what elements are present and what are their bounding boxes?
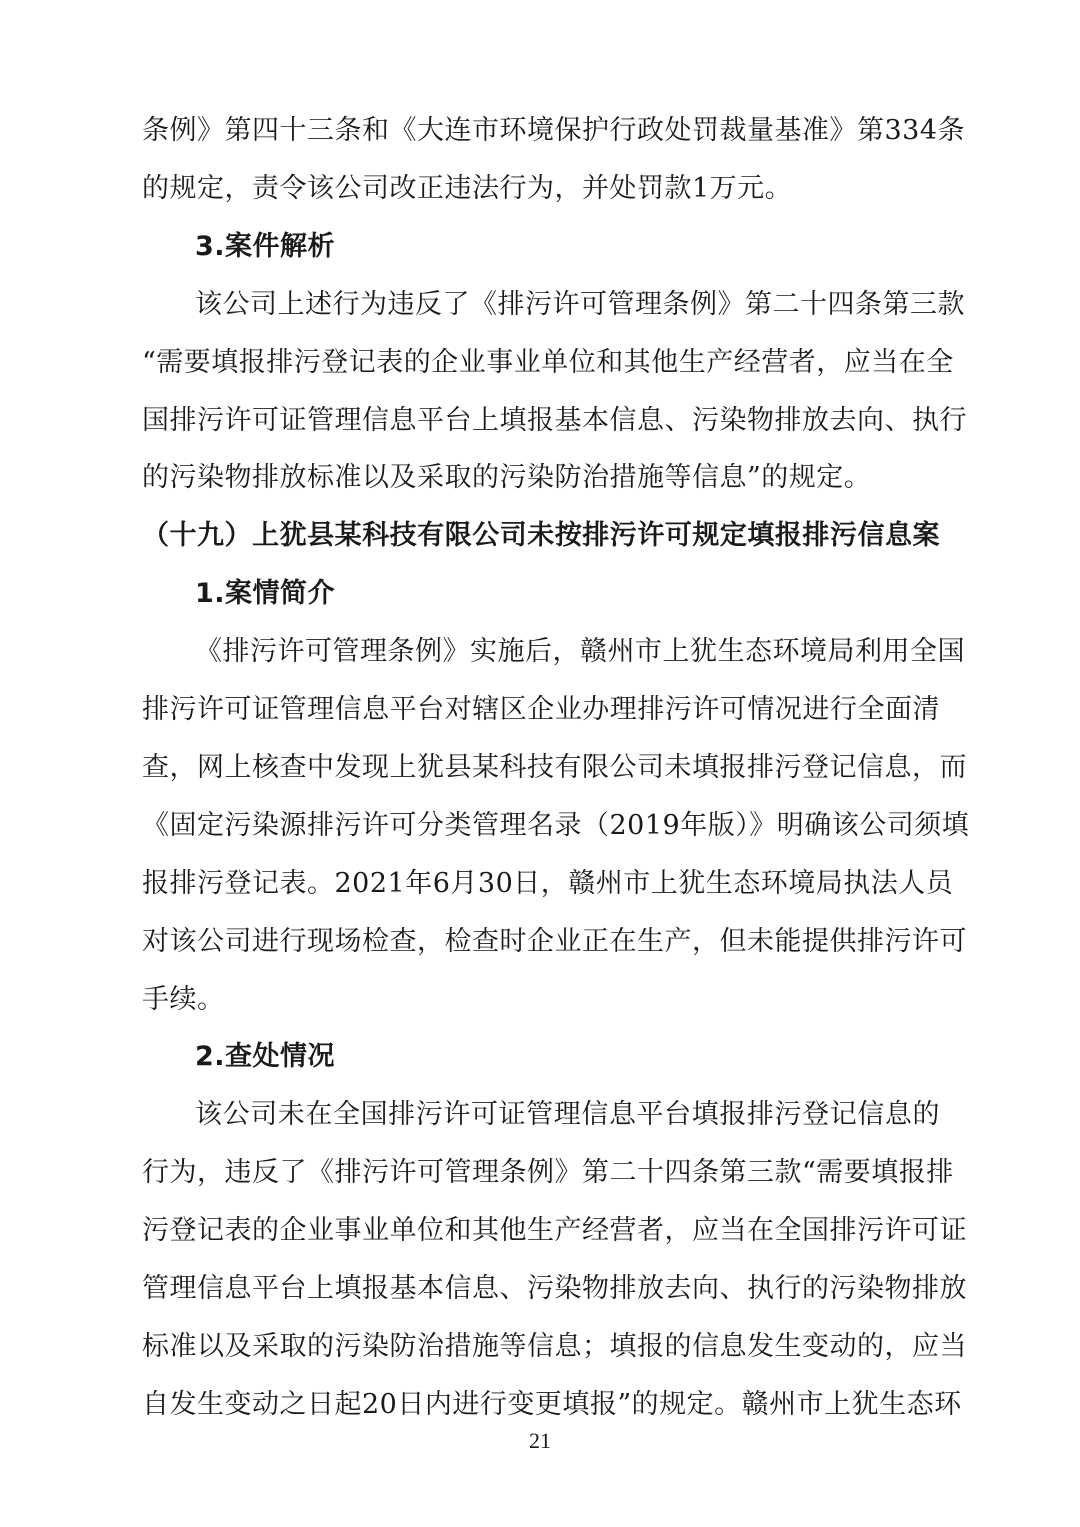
section-heading: 2.查处情况 [195, 1041, 336, 1073]
body-text-line: 行为，违反了《排污许可管理条例》第二十四条第三款“需要填报排 [142, 1157, 954, 1189]
body-text-line: 管理信息平台上填报基本信息、污染物排放去向、执行的污染物排放 [142, 1273, 967, 1304]
body-text-line: 的污染物排放标准以及采取的污染防治措施等信息”的规定。 [142, 462, 872, 494]
case-title: （十九）上犹县某科技有限公司未按排污许可规定填报排污信息案 [142, 520, 940, 552]
body-text-line: 《固定污染源排污许可分类管理名录（2019年版）》明确该公司须填 [142, 809, 970, 841]
body-text-line: 的规定，责令该公司改正违法行为，并处罚款1万元。 [142, 172, 793, 204]
body-text-line: 手续。 [142, 983, 225, 1015]
section-heading: 1.案情简介 [195, 578, 336, 610]
body-text-line: 污登记表的企业事业单位和其他生产经营者，应当在全国排污许可证 [142, 1215, 967, 1247]
body-text-line: 标准以及采取的污染防治措施等信息；填报的信息发生变动的，应当 [142, 1330, 967, 1362]
body-text-line: 该公司上述行为违反了《排污许可管理条例》第二十四条第三款 [195, 288, 965, 320]
body-text-line: 自发生变动之日起20日内进行变更填报”的规定。赣州市上犹生态环 [142, 1388, 962, 1420]
page-number: 21 [529, 1428, 551, 1453]
body-text-line: 条例》第四十三条和《大连市环境保护行政处罚裁量基准》第334条 [142, 115, 966, 146]
body-text-line: 国排污许可证管理信息平台上填报基本信息、污染物排放去向、执行 [142, 404, 967, 436]
body-text-line: “需要填报排污登记表的企业事业单位和其他生产经营者，应当在全 [142, 346, 954, 378]
body-text-line: 该公司未在全国排污许可证管理信息平台填报排污登记信息的 [195, 1099, 940, 1131]
body-text-line: 查，网上核查中发现上犹县某科技有限公司未填报排污登记信息，而 [142, 751, 967, 783]
body-text-line: 排污许可证管理信息平台对辖区企业办理排污许可情况进行全面清 [142, 694, 940, 725]
section-heading: 3.案件解析 [195, 230, 336, 262]
body-text-line: 报排污登记表。2021年6月30日，赣州市上犹生态环境局执法人员 [142, 867, 954, 899]
body-text-line: 对该公司进行现场检查，检查时企业正在生产，但未能提供排污许可 [142, 925, 967, 957]
body-text-line: 《排污许可管理条例》实施后，赣州市上犹生态环境局利用全国 [195, 636, 965, 668]
